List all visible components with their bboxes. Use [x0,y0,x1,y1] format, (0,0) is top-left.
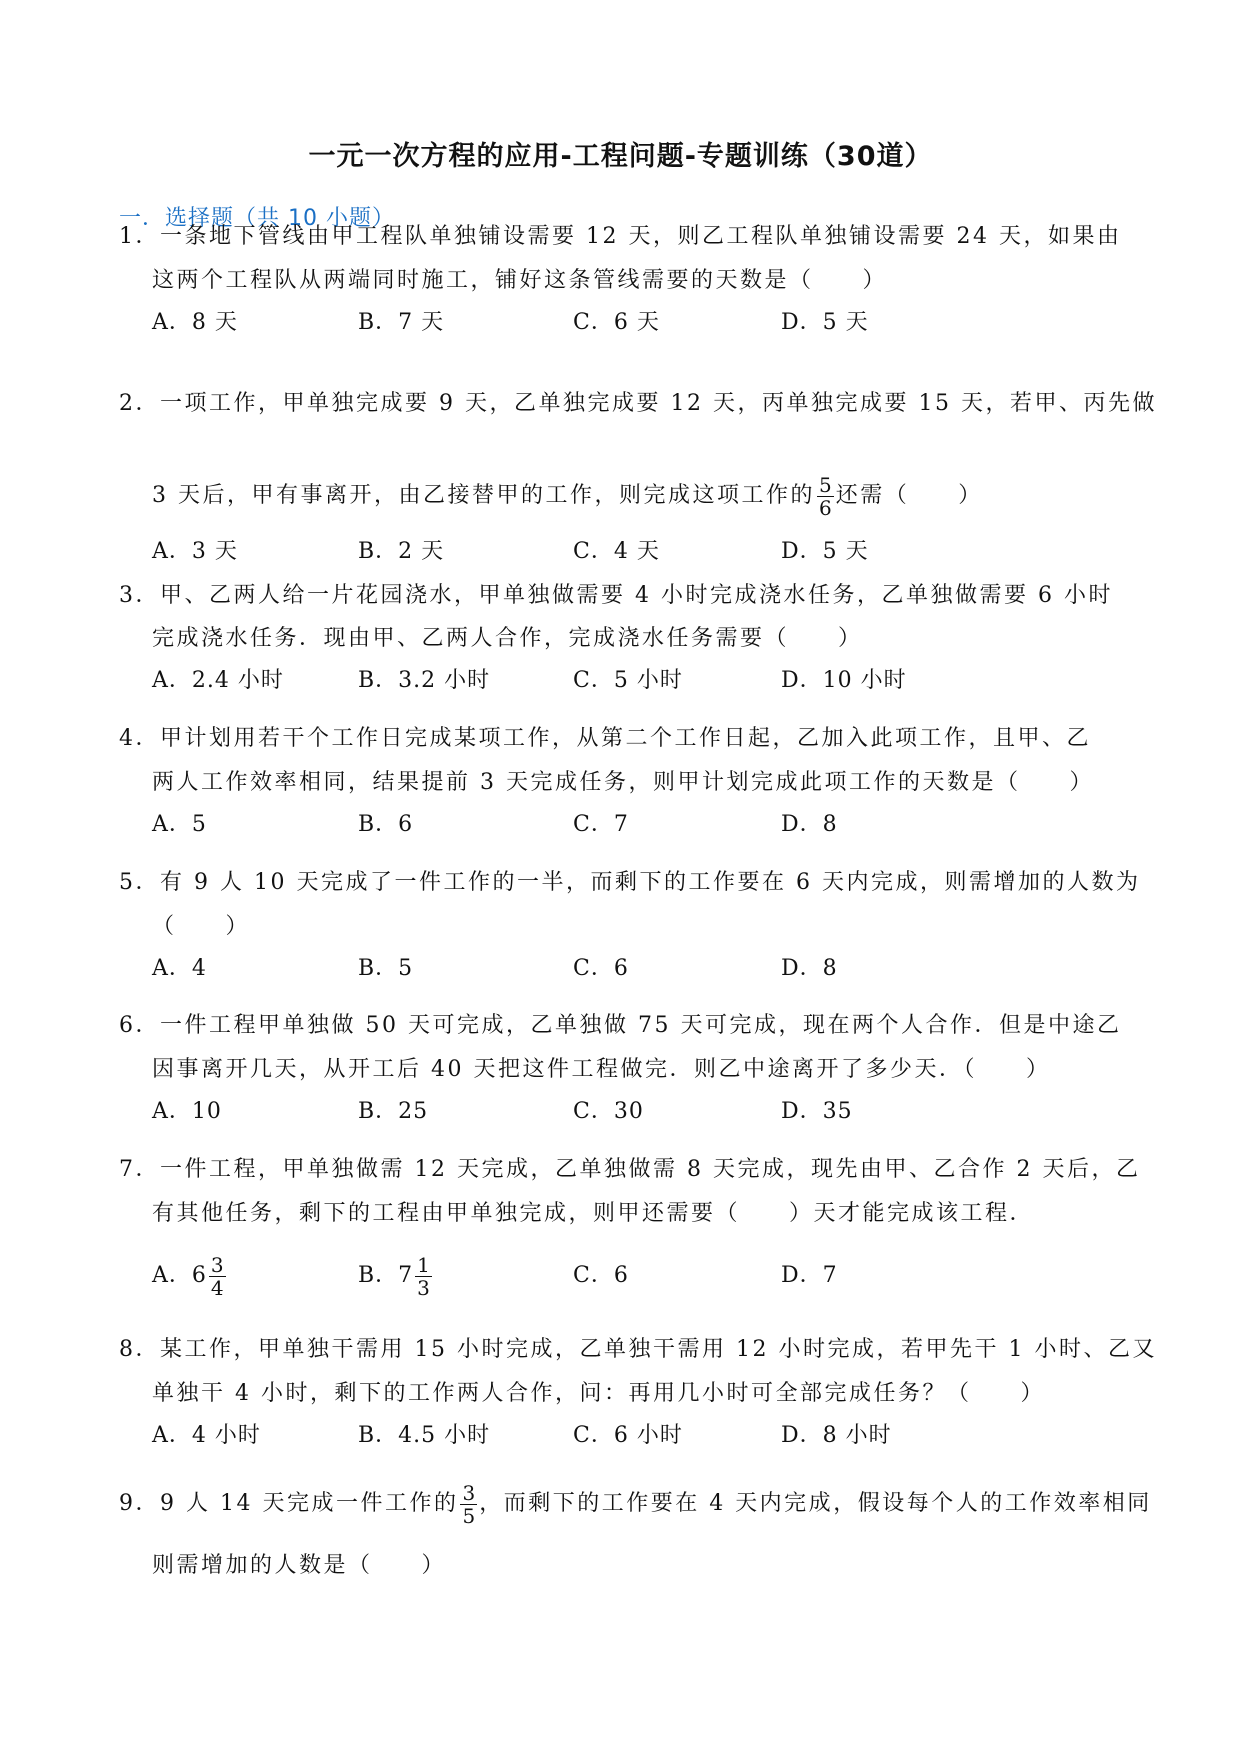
question-7-option-b [358,1250,434,1302]
question-9-line-2: 则需增加的人数是（ ） [152,1553,447,1578]
question-4-option-d: D．8 [781,812,838,837]
question-4-option-c: C．7 [573,812,629,837]
question-7-option-c: C．6 [573,1263,629,1288]
question-4-option-b: B．6 [358,812,414,837]
question-3-line-1: 3．甲、乙两人给一片花园浇水，甲单独做需要 4 小时完成浇水任务，乙单独做需要 6 小时 [119,583,1113,608]
question-1-line-1: 1．一条地下管线由甲工程队单独铺设需要 12 天，则乙工程队单独铺设需要 24 天，如果由 [119,224,1122,249]
question-5-line-1: 5．有 9 人 10 天完成了一件工作的一半，而剩下的工作要在 6 天内完成，则需增加的人数为 [119,870,1141,895]
question-7-line-2: 有其他任务，剩下的工程由甲单独完成，则甲还需要（ ）天才能完成该工程． [152,1201,1035,1226]
question-2-line-2-text-end: 还需（ ） [835,483,983,508]
fraction-numerator: 3 [462,1480,476,1505]
question-5-option-a: A．4 [152,956,207,981]
question-2-line-2-text-start: 3 天后，甲有事离开，由乙接替甲的工作，则完成这项工作的 [152,483,815,508]
question-1-option-d: D．5 天 [781,310,869,335]
question-9-line-1 [119,1476,1152,1532]
question-9-fraction [460,1482,477,1527]
question-9-line-1-text-start: 9．9 人 14 天完成一件工作的 [119,1491,459,1516]
question-6-option-c: C．30 [573,1099,644,1124]
option-b-fraction [415,1254,432,1299]
question-4-line-1: 4．甲计划用若干个工作日完成某项工作，从第二个工作日起，乙加入此项工作，且甲、乙 [119,726,1092,751]
question-6-option-d: D．35 [781,1099,853,1124]
question-2-fraction [817,474,834,519]
option-a-fraction [209,1254,226,1299]
question-7-line-1: 7．一件工程，甲单独做需 12 天完成，乙单独做需 8 天完成，现先由甲、乙合作 2 天后，乙 [119,1157,1141,1182]
question-5-option-b: B．5 [358,956,414,981]
question-1-line-2: 这两个工程队从两端同时施工，铺好这条管线需要的天数是（ ） [152,268,888,293]
question-3-option-c: C．5 小时 [573,668,683,693]
question-2-option-a: A．3 天 [152,539,238,564]
question-8-option-b: B．4.5 小时 [358,1423,491,1448]
fraction-denominator: 4 [210,1275,224,1300]
question-6-line-2: 因事离开几天，从开工后 40 天把这件工程做完．则乙中途离开了多少天．（ ） [152,1057,1051,1082]
question-6-option-a: A．10 [152,1099,222,1124]
question-2-option-c: C．4 天 [573,539,660,564]
question-1-option-a: A．8 天 [152,310,238,335]
page-title: 一元一次方程的应用-工程问题-专题训练（30道） [308,141,933,172]
question-8-option-a: A．4 小时 [152,1423,261,1448]
question-8-option-c: C．6 小时 [573,1423,683,1448]
question-3-option-b: B．3.2 小时 [358,668,491,693]
question-7-option-a [152,1250,228,1302]
question-5-option-d: D．8 [781,956,838,981]
fraction-denominator: 6 [819,495,832,520]
question-8-line-2: 单独干 4 小时，剩下的工作两人合作，问：再用几小时可全部完成任务？（ ） [152,1381,1045,1406]
question-1-option-c: C．6 天 [573,310,660,335]
question-3-option-a: A．2.4 小时 [152,668,284,693]
option-a-whole: A．6 [152,1263,207,1288]
question-2-option-d: D．5 天 [781,539,869,564]
question-8-option-d: D．8 小时 [781,1423,892,1448]
fraction-numerator: 5 [819,472,832,497]
question-4-line-2: 两人工作效率相同，结果提前 3 天完成任务，则甲计划完成此项工作的天数是（ ） [152,770,1094,795]
question-4-option-a: A．5 [152,812,207,837]
question-2-line-2 [152,468,983,524]
question-1-option-b: B．7 天 [358,310,445,335]
question-6-line-1: 6．一件工程甲单独做 50 天可完成，乙单独做 75 天可完成，现在两个人合作．但是中途乙 [119,1013,1122,1038]
question-7-option-d: D．7 [781,1263,838,1288]
section-heading: 一．选择题（共 10 小题） [119,206,395,231]
fraction-numerator: 1 [417,1252,430,1277]
question-8-line-1: 8．某工作，甲单独干需用 15 小时完成，乙单独干需用 12 小时完成，若甲先干 1 小时、乙又 [119,1337,1157,1362]
question-5-line-2: （ ） [152,914,251,939]
fraction-denominator: 3 [417,1275,430,1300]
question-3-line-2: 完成浇水任务．现由甲、乙两人合作，完成浇水任务需要（ ） [152,626,863,651]
fraction-denominator: 5 [462,1503,476,1528]
question-9-line-1-text-end: ，而剩下的工作要在 4 天内完成，假设每个人的工作效率相同 [479,1491,1152,1516]
question-6-option-b: B．25 [358,1099,429,1124]
question-2-option-b: B．2 天 [358,539,445,564]
option-b-whole: B．7 [358,1263,414,1288]
question-5-option-c: C．6 [573,956,629,981]
question-2-line-1: 2．一项工作，甲单独完成要 9 天，乙单独完成要 12 天，丙单独完成要 15 天，若甲、丙先做 [119,391,1157,416]
fraction-numerator: 3 [210,1252,224,1277]
question-3-option-d: D．10 小时 [781,668,907,693]
